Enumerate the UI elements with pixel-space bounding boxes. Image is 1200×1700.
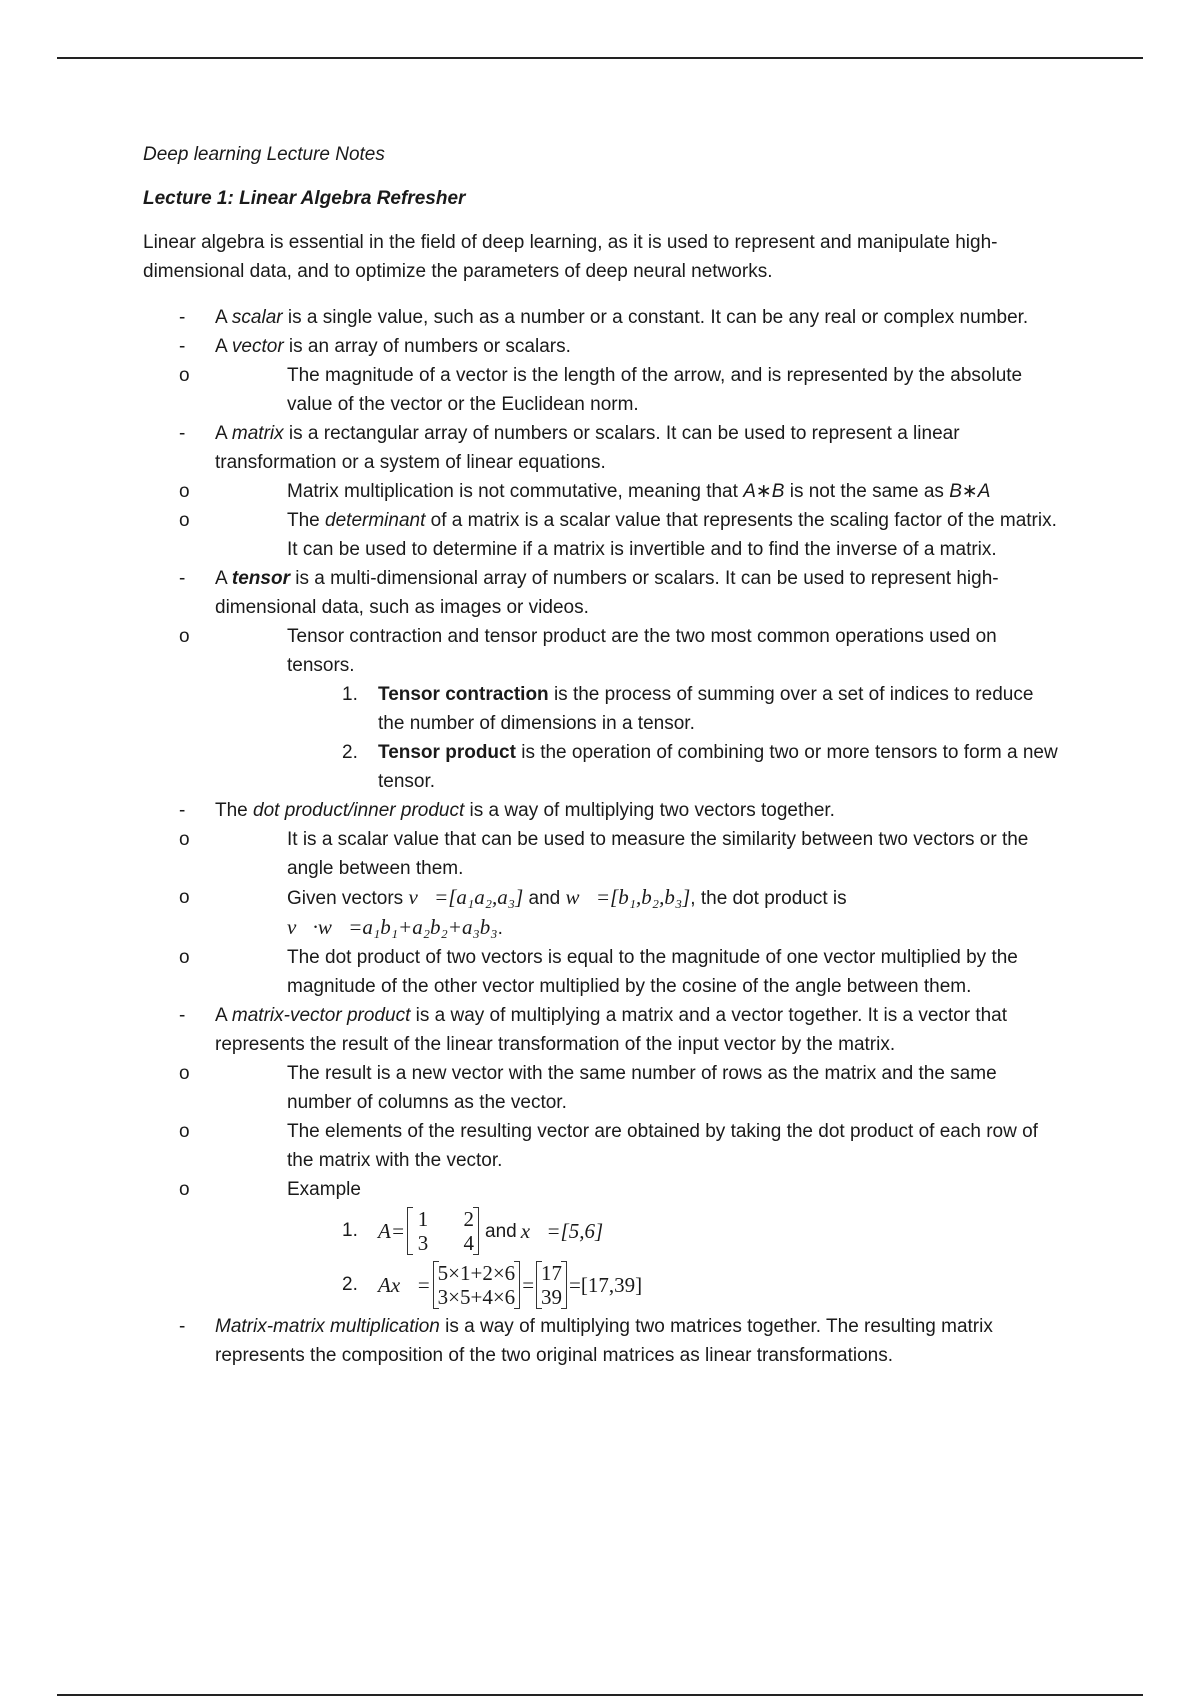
footer-rule bbox=[57, 1694, 1143, 1696]
bullet-marker: - bbox=[179, 1005, 186, 1026]
matrix-a: 1 2 3 4 bbox=[407, 1207, 479, 1255]
term-tensor: tensor bbox=[231, 568, 290, 589]
bullet-matrix-vector-product: - A matrix-vector product is a way of multiplying a matrix and a vector together. It is a vector that represents the result of the linear transformation of the input vector by the matrix. o The result is a new vector with the same number of rows as the matrix and the same number of columns as the vector. o The elements of the resulting vector are obtained by taking the dot product of each row of the matrix with the vector. o Example 1. A= 1 2 3 4 and x⃗=[5,6] 2. Ax⃗= 5×1+2×6 3×5+4×6 = 17 39 =[17,39] bbox=[143, 1001, 1063, 1312]
term-matrix-matrix-multiplication: Matrix-matrix multiplication bbox=[215, 1316, 440, 1337]
matrix-determinant-item: o The determinant of a matrix is a scalar value that represents the scaling factor of the matrix. It can be used to determine if a matrix is invertible and to find the inverse of a matrix. bbox=[215, 506, 1063, 564]
sub-marker: o bbox=[179, 626, 190, 647]
term-tensor-product: Tensor product bbox=[378, 742, 516, 763]
sub-marker: o bbox=[179, 365, 190, 386]
sub-marker: o bbox=[179, 1063, 190, 1084]
list-number: 2. bbox=[342, 1274, 358, 1295]
list-number: 1. bbox=[342, 684, 358, 705]
list-number: 2. bbox=[342, 742, 358, 763]
sub-marker: o bbox=[179, 481, 190, 502]
bullet-scalar: - A scalar is a single value, such as a number or a constant. It can be any real or complex number. bbox=[143, 303, 1063, 332]
tensor-contraction-item: 1. Tensor contraction is the process of summing over a set of indices to reduce the number of dimensions in a tensor. bbox=[287, 680, 1063, 738]
bullet-marker: - bbox=[179, 1316, 186, 1337]
mv-result-item: o The result is a new vector with the same number of rows as the matrix and the same number of columns as the vector. bbox=[215, 1059, 1063, 1117]
sub-marker: o bbox=[179, 1121, 190, 1142]
mv-elements-item: o The elements of the resulting vector are obtained by taking the dot product of each row of the matrix with the vector. bbox=[215, 1117, 1063, 1175]
math-ax-equals: Ax⃗= bbox=[378, 1272, 431, 1297]
math-a-times-b: A∗B bbox=[743, 481, 785, 502]
term-vector: vector bbox=[231, 336, 284, 357]
math-a-equals: A= bbox=[378, 1218, 405, 1243]
tensor-numbered-list bbox=[287, 680, 1063, 796]
example-step-2 bbox=[287, 1258, 1063, 1312]
bullet-dot-product: - The dot product/inner product is a way of multiplying two vectors together. o It is a scalar value that can be used to measure the similarity between two vectors or the angle between them. o Given vectors v⃗=[a₁a₂,a₃] and w⃗=[b₁,b₂,b₃], the dot product is v⃗·w⃗=a₁b₁+a₂b₂+a₃b₃. o The dot product of two vectors is equal to the magnitude of one vector multiplied by the magnitude of the other vector multiplied by the cosine of the angle between them. bbox=[143, 796, 1063, 1001]
term-tensor-contraction: Tensor contraction bbox=[378, 684, 549, 705]
bullet-marker: - bbox=[179, 423, 186, 444]
dot-sub-list bbox=[179, 825, 1063, 1001]
bullet-matrix-matrix: - Matrix-matrix multiplication is a way of multiplying two matrices together. The resulting matrix represents the composition of the two original matrices as linear transformations. bbox=[143, 1312, 1063, 1370]
lecture-heading: Lecture 1: Linear Algebra Refresher bbox=[143, 188, 466, 209]
bullet-tensor: - A tensor is a multi-dimensional array of numbers or scalars. It can be used to represent high-dimensional data, such as images or videos. o Tensor contraction and tensor product are the two most common operations used on tensors. 1. Tensor contraction is the process of summing over a set of indices to reduce the number of dimensions in a tensor. 2. Tensor product is the operation of combining two or more tensors to form a new tensor. bbox=[143, 564, 1063, 796]
term-dot-product: dot product/inner product bbox=[253, 800, 465, 821]
tensor-sub-list bbox=[179, 622, 1063, 796]
intro-paragraph: Linear algebra is essential in the field of deep learning, as it is used to represent and manipulate high-dimensional data, and to optimize the parameters of deep neural networks. bbox=[143, 232, 998, 282]
document-title: Deep learning Lecture Notes bbox=[143, 144, 385, 165]
bullet-matrix: - A matrix is a rectangular array of numbers or scalars. It can be used to represent a linear transformation or a system of linear equations. o Matrix multiplication is not commutative, meaning that A∗B is not the same as B∗A o The determinant of a matrix is a scalar value that represents the scaling factor of the matrix. It can be used to determine if a matrix is invertible and to find the inverse of a matrix. bbox=[143, 419, 1063, 564]
bullet-vector: - A vector is an array of numbers or scalars. o The magnitude of a vector is the length of the arrow, and is represented by the absolute value of the vector or the Euclidean norm. bbox=[143, 332, 1063, 419]
math-dot-product-formula: v⃗·w⃗=a₁b₁+a₂b₂+a₃b₃ bbox=[287, 915, 498, 939]
mv-sub-list bbox=[179, 1059, 1063, 1312]
list-number: 1. bbox=[342, 1220, 358, 1241]
matrix-expansion: 5×1+2×6 3×5+4×6 bbox=[433, 1261, 521, 1309]
dot-formula-item: o Given vectors v⃗=[a₁a₂,a₃] and w⃗=[b₁,b₂,b₃], the dot product is v⃗·w⃗=a₁b₁+a₂b₂+a₃b₃. bbox=[179, 885, 847, 939]
term-matrix: matrix bbox=[231, 423, 284, 444]
math-row-vector-result: =[17,39] bbox=[569, 1272, 643, 1297]
dot-cosine-item: o The dot product of two vectors is equal to the magnitude of one vector multiplied by the magnitude of the other vector multiplied by the cosine of the angle between them. bbox=[215, 943, 1063, 1001]
example-equation-1: A= 1 2 3 4 and x⃗=[5,6] bbox=[378, 1207, 604, 1255]
sub-marker: o bbox=[179, 510, 190, 531]
matrix-commutative-item: o Matrix multiplication is not commutative, meaning that A∗B is not the same as B∗A bbox=[215, 477, 1063, 506]
document-body bbox=[143, 140, 1063, 1370]
tensor-operations-item: o Tensor contraction and tensor product are the two most common operations used on tensors. 1. Tensor contraction is the process of summing over a set of indices to reduce the number of dimensions in a tensor. 2. Tensor product is the operation of combining two or more tensors to form a new tensor. bbox=[215, 622, 1063, 796]
column-vector-result: 17 39 bbox=[536, 1261, 567, 1309]
sub-marker: o bbox=[179, 1179, 190, 1200]
math-b-times-a: B∗A bbox=[949, 481, 991, 502]
bullet-marker: - bbox=[179, 568, 186, 589]
example-step-1 bbox=[287, 1204, 1063, 1258]
dot-similarity-item: o It is a scalar value that can be used to measure the similarity between two vectors or the angle between them. bbox=[215, 825, 1063, 883]
example-numbered-list bbox=[287, 1204, 1063, 1312]
matrix-sub-list bbox=[179, 477, 1063, 564]
vector-sub-list bbox=[179, 361, 1063, 419]
bullet-marker: - bbox=[179, 307, 186, 328]
math-vector-v: v⃗=[a₁a₂,a₃] bbox=[408, 885, 524, 909]
header-rule bbox=[57, 57, 1143, 59]
math-vector-x: x⃗=[5,6] bbox=[520, 1218, 604, 1243]
math-vector-w: w⃗=[b₁,b₂,b₃] bbox=[565, 885, 691, 909]
term-determinant: determinant bbox=[325, 510, 426, 531]
vector-magnitude-item: o The magnitude of a vector is the length of the arrow, and is represented by the absolute value of the vector or the Euclidean norm. bbox=[215, 361, 1063, 419]
mv-example-item bbox=[179, 1175, 1063, 1312]
bullet-marker: - bbox=[179, 336, 186, 357]
example-equation-2: Ax⃗= 5×1+2×6 3×5+4×6 = 17 39 =[17,39] bbox=[378, 1261, 643, 1309]
term-scalar: scalar bbox=[231, 307, 283, 328]
tensor-product-item: 2. Tensor product is the operation of combining two or more tensors to form a new tensor. bbox=[287, 738, 1063, 796]
example-label: Example bbox=[287, 1179, 361, 1200]
sub-marker: o bbox=[179, 887, 190, 908]
main-bullet-list bbox=[143, 303, 1063, 1370]
bullet-marker: - bbox=[179, 800, 186, 821]
term-matrix-vector-product: matrix-vector product bbox=[231, 1005, 411, 1026]
sub-marker: o bbox=[179, 829, 190, 850]
sub-marker: o bbox=[179, 947, 190, 968]
